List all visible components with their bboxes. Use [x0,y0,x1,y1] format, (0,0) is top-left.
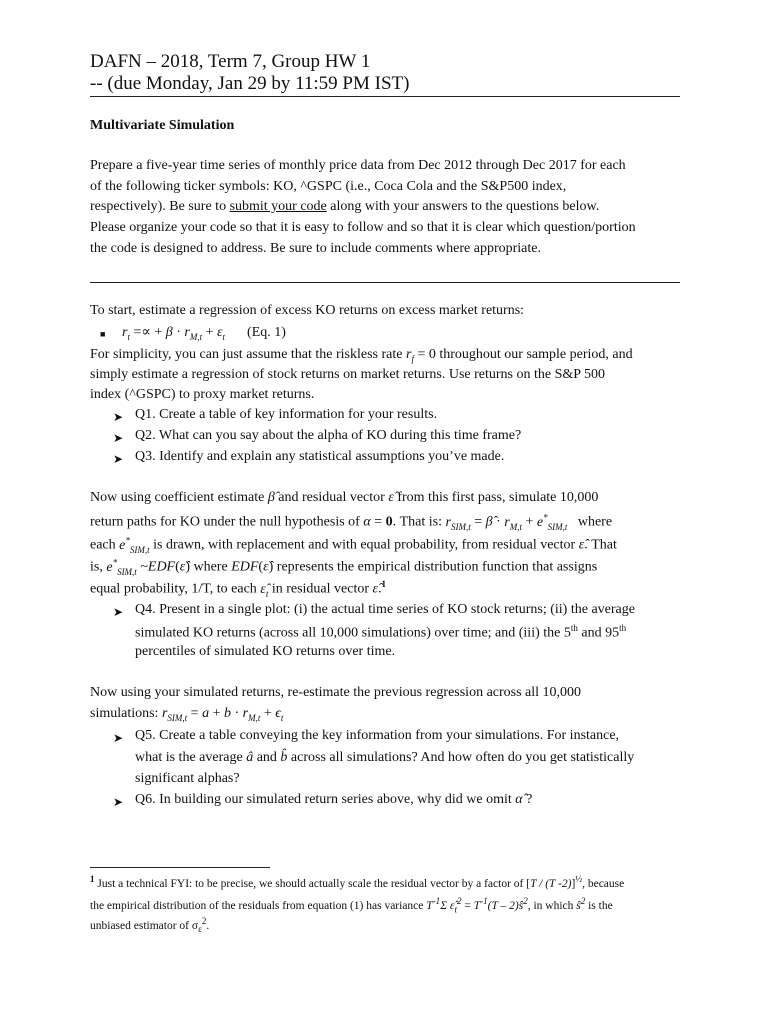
header-line-1: DAFN – 2018, Term 7, Group HW 1 [90,51,371,72]
question-q3: Q3. Identify and explain any statistical assumptions you’ve made. [135,449,505,464]
arrow-bullet-icon: ➤ [113,452,124,466]
part2-line-1c: from this first pass, simulate 10,000 [393,490,599,505]
arrow-bullet-icon: ➤ [113,431,124,445]
footnote-line-3a: unbiased estimator of σ [90,919,199,932]
intro-line-5: the code is designed to address. Be sure to include comments where appropriate. [90,241,541,256]
question-q5-line-2: what is the average â and b̂ across all simulations? And how often do you get statistically [135,750,635,765]
intro-line-2: of the following ticker symbols: KO, ^GSPC (i.e., Coca Cola and the S&P500 index, [90,179,567,194]
section-rule [90,282,680,283]
footnote-line-1b: T / (T -2) [530,877,572,890]
part2-line-3a: each [90,537,120,553]
part2-line-5a: equal probability, 1/T, to each [90,581,261,597]
question-q4-line-1: Q4. Present in a single plot: (i) the actual time series of KO stock returns; (ii) the average [135,602,635,617]
q4-line-2a: simulated KO returns (across all 10,000 simulations) over time; and (iii) the 5 [135,625,571,641]
question-q4-line-3: percentiles of simulated KO returns over time. [135,644,396,659]
intro-line-3-pre: respectively). Be sure to [90,199,230,214]
footnote-line-2b: , in which [527,899,577,912]
q4-line-2b: and 95 [577,625,620,641]
part1-line-2: simply estimate a regression of stock returns on market returns. Use returns on the S&P 500 [90,367,606,382]
q5-line-2c: across all simulations? And how often do you get statistically [287,750,635,765]
arrow-bullet-icon: ➤ [113,605,124,619]
footnote-marker: 1 [90,874,95,884]
arrow-bullet-icon: ➤ [113,410,124,424]
part2-line-1b: and residual vector [274,490,389,505]
q4-sup-th-1: th [570,623,578,633]
part2-line-2a: return paths for KO under the null hypothesis of [90,514,364,530]
part1-lead: To start, estimate a regression of excess KO returns on excess market returns: [90,303,525,318]
question-q6: Q6. In building our simulated return series above, why did we omit α̂ ? [135,792,533,807]
footnote-line-3b: . [206,919,210,932]
intro-line-4: Please organize your code so that it is easy to follow and so that it is clear which question/portion [90,220,636,235]
question-q4-line-2 [135,623,626,642]
q4-sup-th-2: th [619,623,627,633]
part1-line-1b: = 0 throughout our sample period, and [413,347,633,362]
q6-text: Q6. In building our simulated return series above, why did we omit [135,792,516,807]
part2-line-4c: represents the empirical distribution function that assigns [273,559,598,575]
intro-line-1: Prepare a five-year time series of monthly price data from Dec 2012 through Dec 2017 for each [90,158,626,173]
part2-line-2: return paths for KO under the null hypothesis of α = 0. That is: $r_{SIM,t}$ = β̂ · $r_{M,t} + e^*_{SIM,t}$ where [90,512,613,532]
part2-line-4: is, $e^*_{SIM,t}$ ~EDF(ε̂) where EDF(ε̂) represents the empirical distribution function that assigns [90,557,598,577]
intro-line-3 [90,199,599,215]
part1-line-3: index (^GSPC) to proxy market returns. [90,387,315,402]
question-q5-line-3: significant alphas? [135,771,240,786]
equation-1: $r_t$ =∝ + $\beta \cdot r_{M,t} + \varepsilon_t$ (Eq. 1) [122,325,286,342]
header-line-2: -- (due Monday, Jan 29 by 11:59 PM IST) [90,73,410,94]
part2-line-2b: . That is: [392,514,446,530]
q5-line-2b: and [253,750,281,765]
equation-label: (Eq. 1) [247,325,286,340]
footnote-line-1c: ] [571,877,576,890]
footnote-rule [90,867,270,868]
part2-line-3: each $e^*_{SIM,t}$ is drawn, with replacement and with equal probability, from residual vector ε̂. That [90,535,617,555]
part1-line-1a: For simplicity, you can just assume that the riskless rate [90,347,406,362]
q5-line-2a: what is the average [135,750,247,765]
footnote-line-2c: is the [585,899,613,912]
submit-code-emphasis: submit your code [229,199,327,214]
part2-line-4a: is, [90,559,107,575]
question-q1: Q1. Create a table of key information for your results. [135,407,438,422]
footnote-line-2a: the empirical distribution of the residuals from equation (1) has variance [90,899,427,912]
footnote-line-3: unbiased estimator of $\sigma_\varepsilon^2$. [90,916,210,935]
part2-line-1: Now using coefficient estimate β̂ and residual vector ε̂ from this first pass, simulate 10,000 [90,490,599,505]
part2-line-5b: in residual vector [268,581,373,597]
intro-line-3-post: along with your answers to the questions below. [326,199,600,214]
footnote-line-2: the empirical distribution of the residuals from equation (1) has variance $T^{-1}\Sigma$ $\varepsilon̂_t^2 = T^{-1}(T$ – $2)ŝ^2$, in which $ŝ^2$ is the [90,896,613,915]
question-q5-line-1: Q5. Create a table conveying the key information from your simulations. For instance, [135,728,620,743]
footnote-line-1a: Just a technical FYI: to be precise, we should actually scale the residual vector by a factor of [ [94,877,531,890]
arrow-bullet-icon: ➤ [113,731,124,745]
part2-line-3b: is drawn, with replacement and with equal probability, from residual vector [149,537,579,553]
footnote-line-1d: , because [582,877,625,890]
part1-line-1: For simplicity, you can just assume that the riskless rate $r_f = 0$ throughout our sample period, and [90,347,633,364]
section-title: Multivariate Simulation [90,118,235,133]
part3-line-1: Now using your simulated returns, re-estimate the previous regression across all 10,000 [90,685,582,700]
square-bullet-icon: ■ [100,329,106,339]
part3-line-2a: simulations: [90,706,162,721]
arrow-bullet-icon: ➤ [113,795,124,809]
part2-line-1a: Now using coefficient estimate [90,490,268,505]
question-q2: Q2. What can you say about the alpha of KO during this time frame? [135,428,522,443]
part2-line-5: equal probability, 1/T, to each $\varepsilon̂_t$ in residual vector ε̂.$^1$ [90,579,387,599]
footnote-line-1: $^1$ Just a technical FYI: to be precise, we should actually scale the residual vector by a factor of [T / (T -2)]$^{\frac{1}{2}}$, because [90,874,625,890]
part2-line-3c: . That [584,537,617,553]
part2-line-4b: where [189,559,232,575]
part3-line-2: simulations: $r_{SIM,t} = a + b \cdot r_{M,t} + \epsilon_t$ [90,706,284,723]
header-rule [90,96,680,97]
part2-line-2c: where [577,514,613,530]
